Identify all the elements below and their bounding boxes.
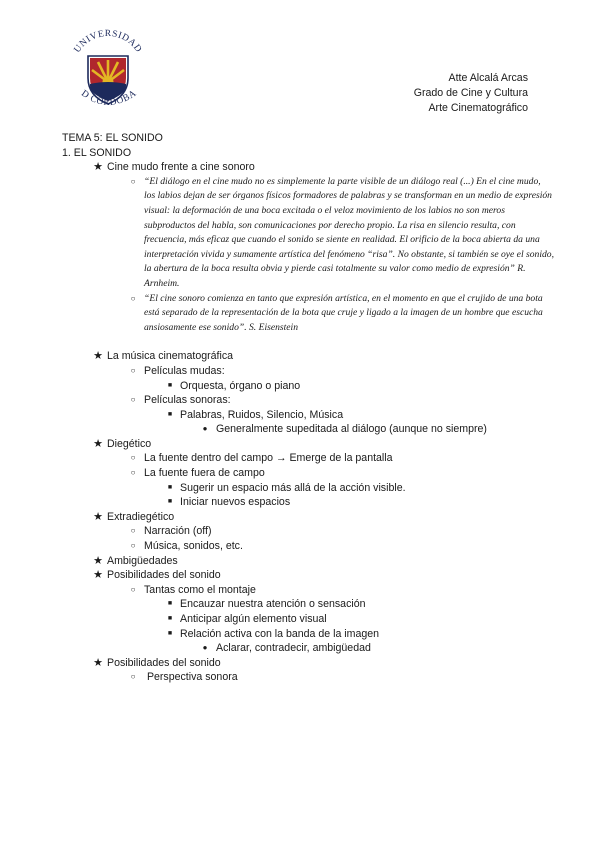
list-item: ○ La fuente dentro del campo → Emerge de la pantalla: [62, 451, 542, 466]
list-item: ○ Música, sonidos, etc.: [62, 539, 542, 554]
list-item: ★ La música cinematográfica: [93, 350, 234, 363]
list-item: ■ Sugerir un espacio más allá de la acción visible.: [62, 481, 542, 496]
star-bullet-icon: ★: [93, 554, 103, 567]
quote-arnheim: ○ “El diálogo en el cine mudo no es simplemente la parte visible de un diálogo real (...) En el cine mudo, los labios dejan de ser órganos físicos formadores de palabras y se transforman en un medio de expresión visual: la deformación de una boca excitada o el veloz movimiento de los labios no son meros subproductos del habla, son comunicaciones por derecho propio. La risa en silencio resulta, con frecuencia, más eficaz que cuando el sonido se siente en realidad. El orificio de la boca abierta da una interpretación vivida y sumamente artística del fenómeno “risa”. No obstante, si también se oye el sonido, la abertura de la boca resulta obvia y pierde casi totalmente su valor como medio de expresión” R. Arnheim.: [62, 175, 554, 292]
circle-bullet-icon: ○: [130, 468, 136, 478]
list-item: ■ Orquesta, órgano o piano: [62, 379, 542, 394]
list-item: ★ Extradiegético: [93, 510, 175, 523]
star-bullet-icon: ★: [93, 510, 103, 523]
list-item: ★ Cine mudo frente a cine sonoro: [93, 161, 255, 174]
circle-bullet-icon: ○: [130, 395, 136, 405]
list-item: ★ Posibilidades del sonido: [93, 569, 221, 582]
star-bullet-icon: ★: [93, 161, 103, 174]
list-item: ○ Tantas como el montaje: [62, 583, 542, 598]
list-item: ○ Películas sonoras:: [62, 393, 542, 408]
list-item: ● Generalmente supeditada al diálogo (aunque no siempre): [62, 422, 542, 437]
circle-bullet-icon: ○: [130, 526, 136, 536]
star-bullet-icon: ★: [93, 350, 103, 363]
circle-bullet-icon: ○: [130, 293, 136, 303]
star-bullet-icon: ★: [93, 437, 103, 450]
university-logo: [68, 26, 148, 118]
circle-bullet-icon: ○: [130, 541, 136, 551]
square-bullet-icon: ■: [167, 615, 173, 622]
list-item: ★ Posibilidades del sonido: [93, 656, 221, 669]
subject-name: Arte Cinematográfico: [428, 102, 528, 114]
list-item: ■ Iniciar nuevos espacios: [62, 495, 542, 510]
degree-name: Grado de Cine y Cultura: [413, 87, 528, 99]
document-header: [414, 71, 528, 116]
quote-eisenstein: ○ “El cine sonoro comienza en tanto que expresión artística, en el momento en que el crujido de una bota está separado de la representación de la bota que cruje y ligado a la imagen de un hombre que escucha ansiosamente ese sonido”. S. Eisenstein: [62, 292, 554, 336]
list-item: ■ Anticipar algún elemento visual: [62, 612, 542, 627]
square-bullet-icon: ■: [167, 410, 173, 418]
circle-bullet-icon: ○: [130, 176, 136, 186]
star-bullet-icon: ★: [93, 656, 103, 669]
square-bullet-icon: ■: [167, 629, 173, 637]
author-name: Atte Alcalá Arcas: [448, 72, 528, 84]
list-item: ★ Ambigüedades: [93, 554, 178, 567]
circle-bullet-icon: ○: [130, 453, 136, 463]
logo-bottom-text: D CÓRDOBA: [79, 88, 139, 109]
square-bullet-icon: ■: [167, 600, 173, 608]
square-bullet-icon: ■: [167, 483, 173, 491]
section-title: 1. EL SONIDO: [62, 146, 132, 159]
list-item: ■ Relación activa con la banda de la imagen: [62, 627, 542, 642]
square-bullet-icon: ■: [167, 498, 173, 506]
list-item: ■ Encauzar nuestra atención o sensación: [62, 597, 542, 612]
list-item: ★ Diegético: [93, 437, 152, 450]
star-bullet-icon: ★: [93, 569, 103, 582]
dot-bullet-icon: ●: [202, 643, 208, 653]
square-bullet-icon: ■: [167, 381, 173, 389]
list-item: ■ Palabras, Ruidos, Silencio, Música: [62, 408, 542, 423]
circle-bullet-icon: ○: [130, 584, 136, 594]
dot-bullet-icon: ●: [202, 424, 208, 434]
list-item: ○ Narración (off): [62, 524, 542, 539]
list-item: ○ Perspectiva sonora: [62, 670, 542, 685]
list-item: ○ Películas mudas:: [62, 364, 542, 379]
document-body: [62, 131, 554, 685]
topic-title: TEMA 5: EL SONIDO: [62, 132, 163, 144]
circle-bullet-icon: ○: [130, 365, 136, 375]
circle-bullet-icon: ○: [130, 672, 136, 682]
list-item: ● Aclarar, contradecir, ambigüedad: [62, 641, 542, 656]
logo-top-text: UNIVERSIDAD: [72, 28, 144, 55]
list-item: ○ La fuente fuera de campo: [62, 466, 542, 481]
